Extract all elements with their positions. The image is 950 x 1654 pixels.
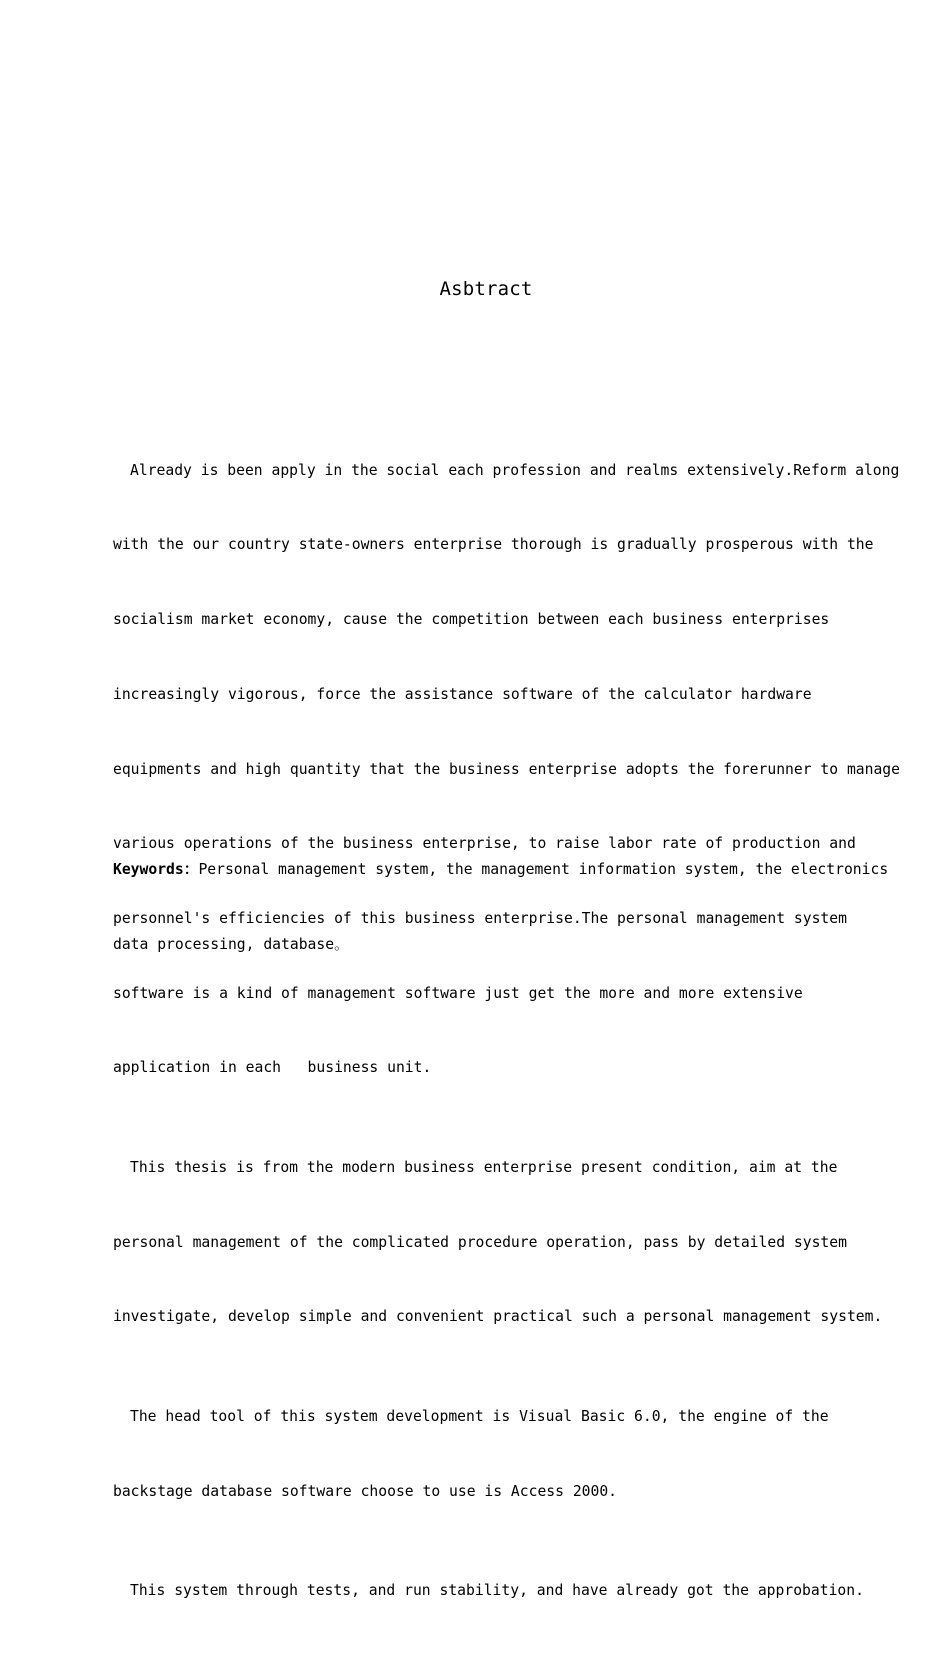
paragraph-3-line-2: backstage database software choose to use is Access 2000. xyxy=(113,1482,618,1500)
paragraph-1-line-7: personnel's efficiencies of this business enterprise.The personal management system xyxy=(113,909,847,927)
paragraph-3-line-1: The head tool of this system development is Visual Basic 6.0, the engine of the xyxy=(130,1407,829,1425)
paragraph-4-line-1: This system through tests, and run stability, and have already got the approbation. xyxy=(130,1582,864,1600)
keywords-label: Keywords： xyxy=(113,860,199,878)
abstract-title: Asbtract xyxy=(439,278,533,300)
keywords-line-1: Personal management system, the management information system, the electronics xyxy=(198,860,889,878)
paragraph-1-line-8: software is a kind of management software just get the more and more extensive xyxy=(113,984,803,1002)
paragraph-2-line-2: personal management of the complicated procedure operation, pass by detailed system xyxy=(113,1233,847,1251)
paragraph-1-line-3: socialism market economy, cause the competition between each business enterprises xyxy=(113,611,830,629)
paragraph-1-line-6: various operations of the business enterprise, to raise labor rate of production and xyxy=(113,835,856,853)
paragraph-2-line-3: investigate, develop simple and convenient practical such a personal management system. xyxy=(113,1308,883,1326)
keywords-line-2: data processing, database。 xyxy=(113,935,349,953)
paragraph-1-line-1: Already is been apply in the social each profession and realms extensively.Reform along xyxy=(130,461,900,479)
keywords-section xyxy=(113,808,889,1007)
paragraph-1-line-9: application in each business unit. xyxy=(113,1059,432,1077)
paragraph-1-line-4: increasingly vigorous, force the assistance software of the calculator hardware xyxy=(113,685,812,703)
paragraph-1-line-5: equipments and high quantity that the business enterprise adopts the forerunner to manage xyxy=(113,760,900,778)
abstract-body xyxy=(113,384,900,1654)
paragraph-1-line-2: with the our country state-owners enterprise thorough is gradually prosperous with the xyxy=(113,536,874,554)
paragraph-2-line-1: This thesis is from the modern business enterprise present condition, aim at the xyxy=(130,1158,838,1176)
